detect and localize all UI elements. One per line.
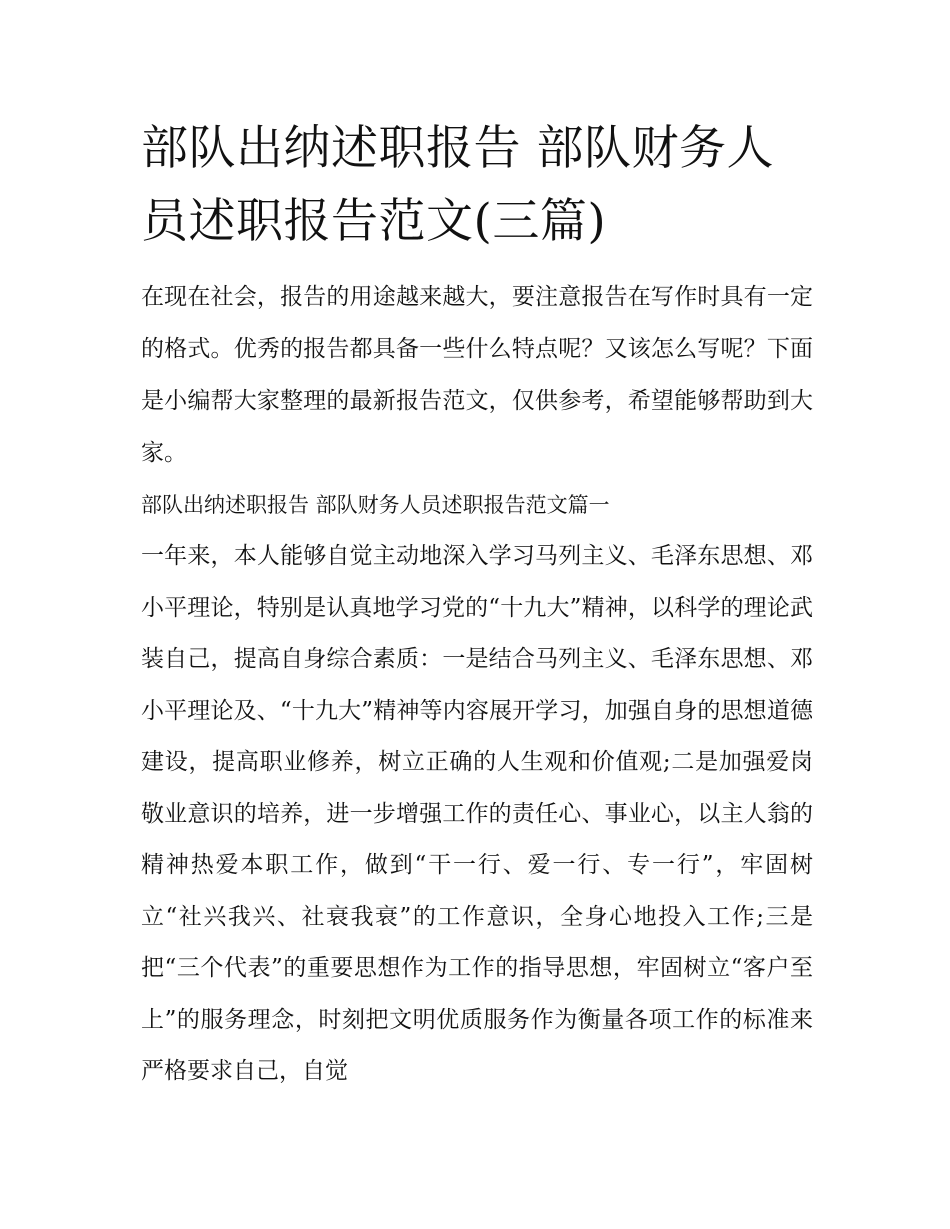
body-paragraph: 一年来，本人能够自觉主动地深入学习马列主义、毛泽东思想、邓小平理论，特别是认真地学习党的“十九大”精神，以科学的理论武装自己，提高自身综合素质：一是结合马列主义、毛泽东思想、邓小平理论及、“十九大”精神等内容展开学习，加强自身的思想道德建设，提高职业修养，树立正确的人生观和价值观;二是加强爱岗敬业意识的培养，进一步增强工作的责任心、事业心，以主人翁的精神热爱本职工作，做到“干一行、爱一行、专一行”，牢固树立“社兴我兴、社衰我衰”的工作意识，全身心地投入工作;三是把“三个代表”的重要思想作为工作的指导思想，牢固树立“客户至上”的服务理念，时刻把文明优质服务作为衡量各项工作的标准来严格要求自己，自觉 (141, 543, 813, 1084)
intro-paragraph: 在现在社会，报告的用途越来越大，要注意报告在写作时具有一定的格式。优秀的报告都具备一些什么特点呢？又该怎么写呢？下面是小编帮大家整理的最新报告范文，仅供参考，希望能够帮助到大家。 (141, 284, 813, 466)
section-heading: 部队出纳述职报告 部队财务人员述职报告范文篇一 (141, 493, 610, 517)
document-title: 部队出纳述职报告 部队财务人员述职报告范文(三篇) (141, 121, 774, 249)
document-content (141, 112, 813, 1098)
